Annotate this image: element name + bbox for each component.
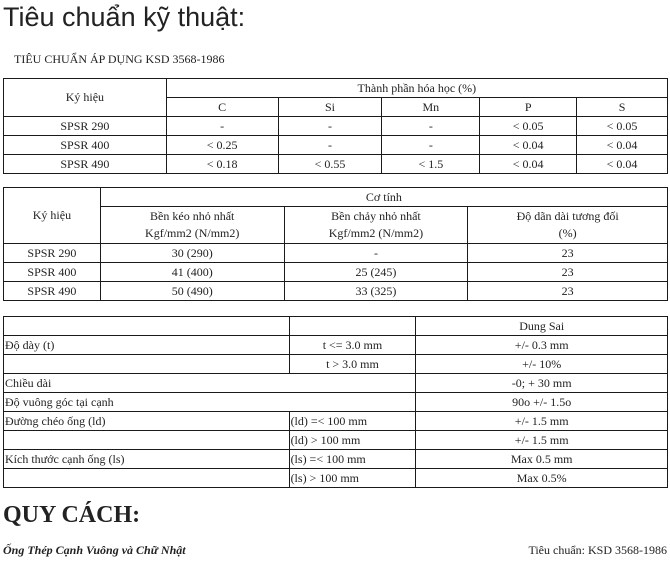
empty-cell (4, 317, 290, 336)
table-cell: +/- 1.5 mm (416, 412, 668, 431)
table-cell: < 0.04 (577, 136, 668, 155)
table-cell: 50 (490) (100, 282, 284, 301)
yield-header-line2: Kgf/mm2 (N/mm2) (328, 226, 424, 240)
table-cell: < 0.04 (480, 136, 577, 155)
table-cell: - (284, 244, 468, 263)
table-cell: < 0.04 (480, 155, 577, 174)
square-label: Độ vuông góc tại cạnh (4, 393, 416, 412)
table-cell: 23 (468, 263, 668, 282)
tolerance-header: Dung Sai (416, 317, 668, 336)
table-cell: (ls) =< 100 mm (289, 450, 416, 469)
table-cell: +/- 10% (416, 355, 668, 374)
table-cell: t > 3.0 mm (289, 355, 416, 374)
side-label: Kích thước cạnh ống (ls) (4, 450, 290, 469)
table-cell: < 0.25 (166, 136, 278, 155)
table-cell: - (278, 117, 382, 136)
table-cell: - (382, 136, 480, 155)
empty-cell (4, 469, 290, 488)
spec-heading: QUY CÁCH: (3, 502, 141, 528)
table-row (4, 450, 668, 469)
table-cell: +/- 1.5 mm (416, 431, 668, 450)
chem-group-header: Thành phần hóa học (%) (166, 79, 667, 98)
table-row (4, 117, 668, 136)
product-name: Ống Thép Cạnh Vuông và Chữ Nhật (3, 543, 186, 557)
table-row (4, 244, 668, 263)
product-standard: Tiêu chuẩn: KSD 3568-1986 (528, 543, 667, 557)
table-row (4, 355, 668, 374)
table-cell: - (278, 136, 382, 155)
diagonal-label: Đường chéo ống (ld) (4, 412, 290, 431)
empty-cell (4, 355, 290, 374)
table-row (4, 374, 668, 393)
page-title: Tiêu chuẩn kỹ thuật: (3, 2, 246, 32)
table-cell: (ls) > 100 mm (289, 469, 416, 488)
mechanical-properties-table (3, 187, 668, 301)
chem-symbol-header: Ký hiệu (4, 79, 167, 117)
table-cell: (ld) > 100 mm (289, 431, 416, 450)
table-cell: 30 (290) (100, 244, 284, 263)
chem-col-header: Si (278, 98, 382, 117)
table-cell: < 0.18 (166, 155, 278, 174)
chem-col-header: Mn (382, 98, 480, 117)
table-cell: - (382, 117, 480, 136)
table-row (4, 469, 668, 488)
tensile-header-line1: Bền kéo nhỏ nhất (150, 209, 235, 223)
empty-cell (4, 431, 290, 450)
table-cell: 23 (468, 244, 668, 263)
table-row (4, 136, 668, 155)
elongation-header (468, 207, 668, 244)
row-symbol: SPSR 290 (4, 117, 167, 136)
yield-header-line1: Bền chảy nhỏ nhất (331, 209, 421, 223)
table-row (4, 393, 668, 412)
table-row (4, 412, 668, 431)
table-row (4, 155, 668, 174)
elongation-header-line2: (%) (558, 226, 577, 240)
elongation-header-line1: Độ dãn dài tương đối (516, 209, 619, 223)
table-cell: t <= 3.0 mm (289, 336, 416, 355)
thickness-label: Độ dày (t) (4, 336, 290, 355)
table-cell: 33 (325) (284, 282, 468, 301)
standard-line: TIÊU CHUẨN ÁP DỤNG KSD 3568-1986 (14, 52, 225, 66)
row-symbol: SPSR 400 (4, 136, 167, 155)
chem-col-header: C (166, 98, 278, 117)
table-row (4, 336, 668, 355)
length-label: Chiều dài (4, 374, 416, 393)
table-cell: 90o +/- 1.5o (416, 393, 668, 412)
table-cell: (ld) =< 100 mm (289, 412, 416, 431)
table-cell: - (166, 117, 278, 136)
table-cell: 23 (468, 282, 668, 301)
row-symbol: SPSR 490 (4, 282, 101, 301)
table-cell: < 0.04 (577, 155, 668, 174)
table-cell: < 0.05 (480, 117, 577, 136)
table-cell: 41 (400) (100, 263, 284, 282)
row-symbol: SPSR 490 (4, 155, 167, 174)
table-row (4, 263, 668, 282)
tensile-header-line2: Kgf/mm2 (N/mm2) (145, 226, 240, 240)
table-cell: -0; + 30 mm (416, 374, 668, 393)
mech-symbol-header: Ký hiệu (4, 188, 101, 244)
yield-header (284, 207, 468, 244)
chem-col-header: P (480, 98, 577, 117)
tensile-header (100, 207, 284, 244)
empty-cell (289, 317, 416, 336)
table-cell: 25 (245) (284, 263, 468, 282)
table-cell: < 0.05 (577, 117, 668, 136)
chem-col-header: S (577, 98, 668, 117)
tolerance-table (3, 316, 668, 488)
table-cell: Max 0.5% (416, 469, 668, 488)
table-cell: +/- 0.3 mm (416, 336, 668, 355)
chemical-composition-table (3, 78, 668, 174)
table-cell: < 1.5 (382, 155, 480, 174)
row-symbol: SPSR 400 (4, 263, 101, 282)
mech-group-header: Cơ tính (100, 188, 667, 207)
table-row (4, 431, 668, 450)
row-symbol: SPSR 290 (4, 244, 101, 263)
table-cell: < 0.55 (278, 155, 382, 174)
table-cell: Max 0.5 mm (416, 450, 668, 469)
table-row (4, 282, 668, 301)
